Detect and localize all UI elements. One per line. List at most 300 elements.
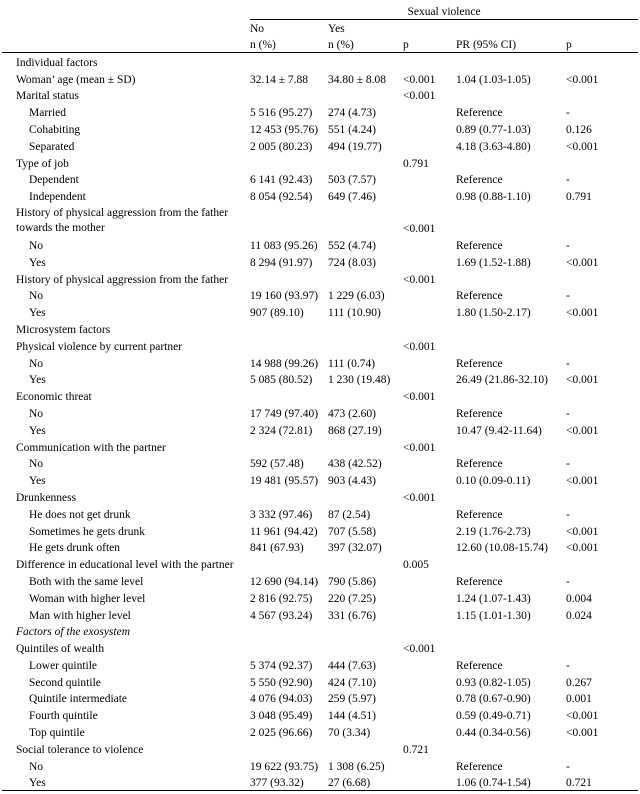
cell-p-bivariate bbox=[403, 505, 456, 522]
header-row-measures bbox=[2, 36, 638, 53]
row-label: Separated bbox=[29, 140, 75, 153]
cell-p-adjusted bbox=[566, 320, 638, 337]
cell-p-adjusted: - bbox=[566, 458, 570, 471]
row-label: Individual factors bbox=[16, 56, 98, 69]
row-label: He gets drunk often bbox=[29, 542, 121, 555]
cell-p-adjusted: <0.001 bbox=[566, 256, 599, 269]
table-row bbox=[2, 171, 638, 188]
cell-p-adjusted: <0.001 bbox=[566, 140, 599, 153]
row-label: No bbox=[29, 458, 44, 471]
cell-p-bivariate bbox=[403, 171, 456, 188]
cell-p-bivariate: <0.001 bbox=[403, 491, 436, 504]
cell-pr-ci bbox=[456, 154, 566, 171]
table-row bbox=[2, 488, 638, 505]
cell-p-bivariate bbox=[403, 120, 456, 137]
row-label: Woman’ age (mean ± SD) bbox=[16, 73, 136, 86]
cell-yes bbox=[328, 488, 403, 505]
cell-no: 12 690 (94.14) bbox=[250, 575, 319, 588]
header-col-pr: PR (95% CI) bbox=[456, 36, 566, 53]
cell-no: 8 294 (91.97) bbox=[250, 256, 313, 269]
cell-pr-ci: 0.44 (0.34-0.56) bbox=[456, 727, 531, 740]
cell-no: 17 749 (97.40) bbox=[250, 407, 319, 420]
row-label: Married bbox=[29, 107, 67, 120]
cell-p-adjusted: - bbox=[566, 107, 570, 120]
row-label: Both with the same level bbox=[29, 575, 144, 588]
cell-pr-ci: 1.06 (0.74-1.54) bbox=[456, 774, 566, 791]
cell-pr-ci: 0.78 (0.67-0.90) bbox=[456, 693, 531, 706]
cell-yes: 1 229 (6.03) bbox=[328, 290, 385, 303]
table-row bbox=[2, 706, 638, 723]
cell-no: 19 481 (95.57) bbox=[250, 475, 319, 488]
table-row bbox=[2, 471, 638, 488]
table-body bbox=[2, 53, 638, 791]
table-row bbox=[2, 120, 638, 137]
cell-p-adjusted: - bbox=[566, 508, 570, 521]
cell-no: 377 (93.32) bbox=[250, 774, 328, 791]
row-label: Yes bbox=[29, 256, 46, 269]
cell-p-bivariate bbox=[403, 706, 456, 723]
row-label: Yes bbox=[29, 307, 46, 320]
cell-p-bivariate bbox=[403, 572, 456, 589]
cell-p-bivariate bbox=[403, 103, 456, 120]
cell-pr-ci bbox=[456, 740, 566, 757]
row-label: Fourth quintile bbox=[29, 710, 98, 723]
header-col-p2: p bbox=[566, 36, 638, 53]
cell-yes: 87 (2.54) bbox=[328, 508, 371, 521]
cell-p-bivariate: 0.005 bbox=[403, 559, 429, 572]
cell-yes bbox=[328, 740, 403, 757]
cell-yes: 1 230 (19.48) bbox=[328, 374, 391, 387]
table-row bbox=[2, 287, 638, 304]
cell-no: 32.14 ± 7.88 bbox=[250, 73, 309, 86]
cell-p-adjusted: <0.001 bbox=[566, 374, 599, 387]
cell-p-bivariate bbox=[403, 354, 456, 371]
cell-no: 14 988 (99.26) bbox=[250, 357, 319, 370]
cell-no: 3 048 (95.49) bbox=[250, 710, 313, 723]
cell-pr-ci: Reference bbox=[456, 659, 503, 672]
cell-yes bbox=[328, 639, 403, 656]
cell-p-adjusted: 0.126 bbox=[566, 123, 592, 136]
cell-no: 5 085 (80.52) bbox=[250, 374, 313, 387]
row-label: Dependent bbox=[29, 174, 79, 187]
cell-p-bivariate: <0.001 bbox=[403, 340, 436, 353]
cell-pr-ci: Reference bbox=[456, 174, 503, 187]
header-blank bbox=[2, 0, 250, 20]
cell-p-bivariate bbox=[403, 589, 456, 606]
cell-pr-ci: 1.80 (1.50-2.17) bbox=[456, 307, 531, 320]
cell-no bbox=[250, 623, 328, 640]
cell-pr-ci bbox=[456, 337, 566, 354]
cell-pr-ci bbox=[456, 87, 566, 104]
cell-p-adjusted: - bbox=[566, 575, 570, 588]
cell-p-adjusted: 0.267 bbox=[566, 676, 592, 689]
cell-pr-ci: 26.49 (21.86-32.10) bbox=[456, 374, 548, 387]
cell-pr-ci: 0.93 (0.82-1.05) bbox=[456, 676, 531, 689]
cell-p-adjusted: <0.001 bbox=[566, 727, 599, 740]
cell-pr-ci: 12.60 (10.08-15.74) bbox=[456, 542, 548, 555]
cell-p-bivariate bbox=[403, 371, 456, 388]
cell-p-adjusted: 0.004 bbox=[566, 592, 592, 605]
cell-no bbox=[250, 204, 328, 236]
table-row bbox=[2, 774, 638, 791]
cell-p-adjusted: - bbox=[566, 407, 570, 420]
cell-no: 11 083 (95.26) bbox=[250, 239, 318, 252]
header-col-p1: p bbox=[403, 36, 456, 53]
cell-pr-ci bbox=[456, 438, 566, 455]
cell-yes: 111 (0.74) bbox=[328, 357, 376, 370]
cell-yes bbox=[328, 154, 403, 171]
cell-no: 2 005 (80.23) bbox=[250, 140, 313, 153]
header-blank bbox=[2, 20, 250, 37]
cell-yes: 551 (4.24) bbox=[328, 123, 376, 136]
row-label: Sometimes he gets drunk bbox=[29, 525, 145, 538]
sexual-violence-factors-table bbox=[2, 0, 638, 791]
cell-no bbox=[250, 270, 328, 287]
cell-no: 5 550 (92.90) bbox=[250, 676, 313, 689]
cell-yes: 868 (27.19) bbox=[328, 424, 382, 437]
row-label: No bbox=[29, 239, 44, 252]
cell-p-adjusted bbox=[566, 204, 638, 236]
cell-yes: 444 (7.63) bbox=[328, 659, 376, 672]
cell-pr-ci: Reference bbox=[456, 575, 503, 588]
cell-pr-ci bbox=[456, 555, 566, 572]
cell-p-adjusted: <0.001 bbox=[566, 542, 599, 555]
row-label: History of physical aggression from the father bbox=[16, 273, 229, 286]
cell-p-bivariate bbox=[403, 404, 456, 421]
row-label: Marital status bbox=[16, 90, 79, 103]
cell-yes: 424 (7.10) bbox=[328, 676, 376, 689]
cell-yes: 331 (6.76) bbox=[328, 609, 376, 622]
row-label: No bbox=[29, 407, 44, 420]
cell-pr-ci: 1.04 (1.03-1.05) bbox=[456, 73, 531, 86]
header-col-yes: Yes bbox=[328, 23, 345, 35]
table-row bbox=[2, 606, 638, 623]
table-row bbox=[2, 236, 638, 253]
row-label: Lower quintile bbox=[29, 659, 98, 672]
cell-no bbox=[250, 387, 328, 404]
cell-p-bivariate bbox=[403, 673, 456, 690]
header-col-no: No bbox=[250, 23, 265, 35]
cell-p-adjusted bbox=[566, 639, 638, 656]
row-label: History of physical aggression from the father towards the mother bbox=[16, 207, 229, 235]
cell-p-bivariate bbox=[403, 522, 456, 539]
cell-p-bivariate bbox=[403, 723, 456, 740]
table-row bbox=[2, 270, 638, 287]
cell-pr-ci bbox=[456, 488, 566, 505]
cell-no bbox=[250, 488, 328, 505]
cell-p-adjusted: 0.001 bbox=[566, 693, 592, 706]
cell-p-bivariate bbox=[403, 757, 456, 774]
cell-pr-ci: Reference bbox=[456, 107, 503, 120]
table-header bbox=[2, 0, 638, 53]
cell-p-bivariate: 0.721 bbox=[403, 743, 429, 756]
cell-p-bivariate: <0.001 bbox=[403, 391, 436, 404]
cell-yes bbox=[328, 387, 403, 404]
table-row bbox=[2, 387, 638, 404]
cell-no: 19 160 (93.97) bbox=[250, 290, 319, 303]
header-group-sexual-violence: Sexual violence bbox=[250, 0, 638, 20]
cell-yes: 220 (7.25) bbox=[328, 592, 376, 605]
table-row bbox=[2, 723, 638, 740]
table-row bbox=[2, 555, 638, 572]
cell-p-adjusted: <0.001 bbox=[566, 710, 599, 723]
cell-no bbox=[250, 555, 328, 572]
cell-yes: 397 (32.07) bbox=[328, 542, 382, 555]
table-row bbox=[2, 673, 638, 690]
cell-p-adjusted: - bbox=[566, 760, 570, 773]
cell-no bbox=[250, 438, 328, 455]
table-row bbox=[2, 539, 638, 556]
cell-p-bivariate bbox=[403, 287, 456, 304]
cell-p-bivariate bbox=[403, 656, 456, 673]
cell-p-bivariate: <0.001 bbox=[403, 441, 436, 454]
cell-p-adjusted bbox=[566, 438, 638, 455]
table-row bbox=[2, 421, 638, 438]
table-row bbox=[2, 404, 638, 421]
cell-no bbox=[250, 740, 328, 757]
cell-p-adjusted bbox=[566, 337, 638, 354]
row-label: Quintile intermediate bbox=[29, 693, 128, 706]
cell-pr-ci bbox=[456, 204, 566, 236]
cell-p-adjusted bbox=[566, 555, 638, 572]
table-row bbox=[2, 505, 638, 522]
cell-p-bivariate bbox=[403, 53, 456, 70]
cell-p-adjusted: - bbox=[566, 659, 570, 672]
cell-p-bivariate bbox=[403, 253, 456, 270]
row-label: Physical violence by current partner bbox=[16, 340, 183, 353]
cell-p-bivariate bbox=[403, 539, 456, 556]
table-row bbox=[2, 656, 638, 673]
cell-pr-ci: 4.18 (3.63-4.80) bbox=[456, 140, 531, 153]
table-row bbox=[2, 320, 638, 337]
cell-pr-ci: Reference bbox=[456, 239, 503, 252]
table-row bbox=[2, 623, 638, 640]
cell-p-bivariate bbox=[403, 320, 456, 337]
cell-pr-ci bbox=[456, 639, 566, 656]
cell-no: 4 567 (93.24) bbox=[250, 609, 313, 622]
cell-no: 5 516 (95.27) bbox=[250, 107, 313, 120]
header-blank bbox=[403, 20, 456, 37]
row-label: Yes bbox=[29, 424, 46, 437]
cell-p-bivariate bbox=[403, 303, 456, 320]
cell-yes bbox=[328, 623, 403, 640]
cell-p-bivariate bbox=[403, 187, 456, 204]
header-col-n-no: n (%) bbox=[250, 36, 328, 53]
header-blank bbox=[566, 20, 638, 37]
table-row bbox=[2, 303, 638, 320]
cell-p-adjusted: - bbox=[566, 357, 570, 370]
row-label: Woman with higher level bbox=[29, 592, 146, 605]
cell-pr-ci: 0.10 (0.09-0.11) bbox=[456, 475, 531, 488]
row-label: Economic threat bbox=[16, 391, 92, 404]
header-blank bbox=[2, 36, 250, 53]
cell-no bbox=[250, 639, 328, 656]
cell-pr-ci: 0.59 (0.49-0.71) bbox=[456, 710, 531, 723]
cell-p-bivariate: 0.791 bbox=[403, 157, 429, 170]
table-row bbox=[2, 589, 638, 606]
table-row bbox=[2, 690, 638, 707]
cell-p-bivariate bbox=[403, 606, 456, 623]
cell-yes: 903 (4.43) bbox=[328, 475, 376, 488]
row-label: Independent bbox=[29, 191, 86, 204]
cell-yes: 1 308 (6.25) bbox=[328, 760, 385, 773]
row-label: Yes bbox=[2, 774, 250, 791]
table-row bbox=[2, 639, 638, 656]
cell-p-adjusted bbox=[566, 740, 638, 757]
cell-yes bbox=[328, 87, 403, 104]
row-label: Cohabiting bbox=[29, 123, 81, 136]
cell-pr-ci bbox=[456, 53, 566, 70]
cell-p-bivariate: <0.001 bbox=[403, 90, 436, 103]
cell-yes: 790 (5.86) bbox=[328, 575, 376, 588]
row-label: Difference in educational level with the partner bbox=[16, 559, 234, 572]
row-label: No bbox=[29, 357, 44, 370]
cell-yes: 503 (7.57) bbox=[328, 174, 376, 187]
table-row bbox=[2, 438, 638, 455]
cell-no: 6 141 (92.43) bbox=[250, 174, 313, 187]
cell-p-adjusted: - bbox=[566, 174, 570, 187]
cell-p-bivariate bbox=[403, 623, 456, 640]
table-row bbox=[2, 103, 638, 120]
cell-yes: 144 (4.51) bbox=[328, 710, 376, 723]
row-label: Top quintile bbox=[29, 727, 85, 740]
cell-yes bbox=[328, 53, 403, 70]
cell-pr-ci: 2.19 (1.76-2.73) bbox=[456, 525, 531, 538]
cell-no: 841 (67.93) bbox=[250, 542, 304, 555]
cell-yes: 724 (8.03) bbox=[328, 256, 376, 269]
cell-pr-ci: Reference bbox=[456, 508, 503, 521]
cell-pr-ci: Reference bbox=[456, 407, 503, 420]
row-label: Drunkenness bbox=[16, 491, 77, 504]
row-label: Yes bbox=[29, 475, 46, 488]
table-row bbox=[2, 757, 638, 774]
cell-no: 2 025 (96.66) bbox=[250, 727, 313, 740]
cell-p-adjusted: 0.791 bbox=[566, 191, 592, 204]
row-label: No bbox=[29, 760, 44, 773]
table-row bbox=[2, 522, 638, 539]
cell-yes: 27 (6.68) bbox=[328, 774, 403, 791]
cell-no: 907 (89.10) bbox=[250, 307, 304, 320]
row-label: Quintiles of wealth bbox=[16, 643, 105, 656]
cell-p-bivariate bbox=[403, 236, 456, 253]
table-row bbox=[2, 371, 638, 388]
cell-yes: 494 (19.77) bbox=[328, 140, 382, 153]
cell-no: 4 076 (94.03) bbox=[250, 693, 313, 706]
cell-pr-ci: Reference bbox=[456, 290, 503, 303]
row-label: No bbox=[29, 290, 44, 303]
cell-no: 11 961 (94.42) bbox=[250, 525, 318, 538]
cell-pr-ci bbox=[456, 320, 566, 337]
row-label: Man with higher level bbox=[29, 609, 131, 622]
table-row bbox=[2, 204, 638, 236]
cell-p-adjusted bbox=[566, 53, 638, 70]
cell-no bbox=[250, 320, 328, 337]
cell-yes bbox=[328, 337, 403, 354]
cell-p-bivariate bbox=[403, 690, 456, 707]
cell-pr-ci bbox=[456, 270, 566, 287]
cell-no: 19 622 (93.75) bbox=[250, 760, 319, 773]
cell-p-adjusted bbox=[566, 623, 638, 640]
cell-yes bbox=[328, 204, 403, 236]
cell-p-adjusted bbox=[566, 154, 638, 171]
cell-pr-ci: Reference bbox=[456, 760, 503, 773]
cell-p-adjusted: 0.024 bbox=[566, 609, 592, 622]
cell-yes: 473 (2.60) bbox=[328, 407, 376, 420]
table-row bbox=[2, 253, 638, 270]
cell-no bbox=[250, 154, 328, 171]
cell-pr-ci: Reference bbox=[456, 458, 503, 471]
cell-no: 3 332 (97.46) bbox=[250, 508, 313, 521]
cell-p-bivariate bbox=[403, 137, 456, 154]
table-row bbox=[2, 740, 638, 757]
cell-yes bbox=[328, 555, 403, 572]
cell-p-adjusted bbox=[566, 270, 638, 287]
cell-p-adjusted: <0.001 bbox=[566, 307, 599, 320]
cell-no: 592 (57.48) bbox=[250, 458, 304, 471]
cell-p-adjusted bbox=[566, 387, 638, 404]
cell-pr-ci bbox=[456, 387, 566, 404]
cell-no: 2 816 (92.75) bbox=[250, 592, 313, 605]
cell-no bbox=[250, 87, 328, 104]
cell-p-bivariate: <0.001 bbox=[403, 73, 436, 86]
cell-p-adjusted bbox=[566, 87, 638, 104]
cell-pr-ci: 1.15 (1.01-1.30) bbox=[456, 609, 531, 622]
table-row bbox=[2, 154, 638, 171]
cell-no bbox=[250, 53, 328, 70]
cell-p-bivariate bbox=[403, 455, 456, 472]
cell-yes bbox=[328, 438, 403, 455]
cell-p-adjusted: 0.721 bbox=[566, 774, 638, 791]
table-row bbox=[2, 70, 638, 87]
cell-p-adjusted: - bbox=[566, 239, 570, 252]
cell-pr-ci: 1.24 (1.07-1.43) bbox=[456, 592, 531, 605]
cell-yes: 34.80 ± 8.08 bbox=[328, 73, 387, 86]
row-label: Social tolerance to violence bbox=[16, 743, 144, 756]
cell-yes: 707 (5.58) bbox=[328, 525, 376, 538]
header-col-n-yes: n (%) bbox=[328, 36, 403, 53]
cell-pr-ci: 10.47 (9.42-11.64) bbox=[456, 424, 542, 437]
cell-p-adjusted: <0.001 bbox=[566, 424, 599, 437]
cell-yes: 111 (10.90) bbox=[328, 307, 381, 320]
cell-pr-ci bbox=[456, 623, 566, 640]
header-row-answers bbox=[2, 20, 638, 37]
table-row bbox=[2, 354, 638, 371]
table-row bbox=[2, 455, 638, 472]
cell-yes bbox=[328, 320, 403, 337]
cell-p-bivariate bbox=[403, 471, 456, 488]
cell-p-adjusted bbox=[566, 488, 638, 505]
cell-yes: 438 (42.52) bbox=[328, 458, 382, 471]
cell-yes: 70 (3.34) bbox=[328, 727, 371, 740]
row-label: Type of job bbox=[16, 157, 69, 170]
cell-p-bivariate: <0.001 bbox=[403, 223, 436, 236]
cell-p-adjusted: <0.001 bbox=[566, 475, 599, 488]
cell-yes bbox=[328, 270, 403, 287]
table-row bbox=[2, 187, 638, 204]
row-label: Factors of the exosystem bbox=[16, 626, 131, 639]
cell-p-adjusted: - bbox=[566, 290, 570, 303]
row-label: He does not get drunk bbox=[29, 508, 131, 521]
cell-yes: 649 (7.46) bbox=[328, 191, 376, 204]
cell-pr-ci: Reference bbox=[456, 357, 503, 370]
cell-no: 5 374 (92.37) bbox=[250, 659, 313, 672]
row-label: Communication with the partner bbox=[16, 441, 166, 454]
cell-p-bivariate: <0.001 bbox=[403, 273, 436, 286]
row-label: Microsystem factors bbox=[16, 323, 111, 336]
table-row bbox=[2, 87, 638, 104]
cell-yes: 274 (4.73) bbox=[328, 107, 376, 120]
cell-p-adjusted: <0.001 bbox=[566, 73, 599, 86]
